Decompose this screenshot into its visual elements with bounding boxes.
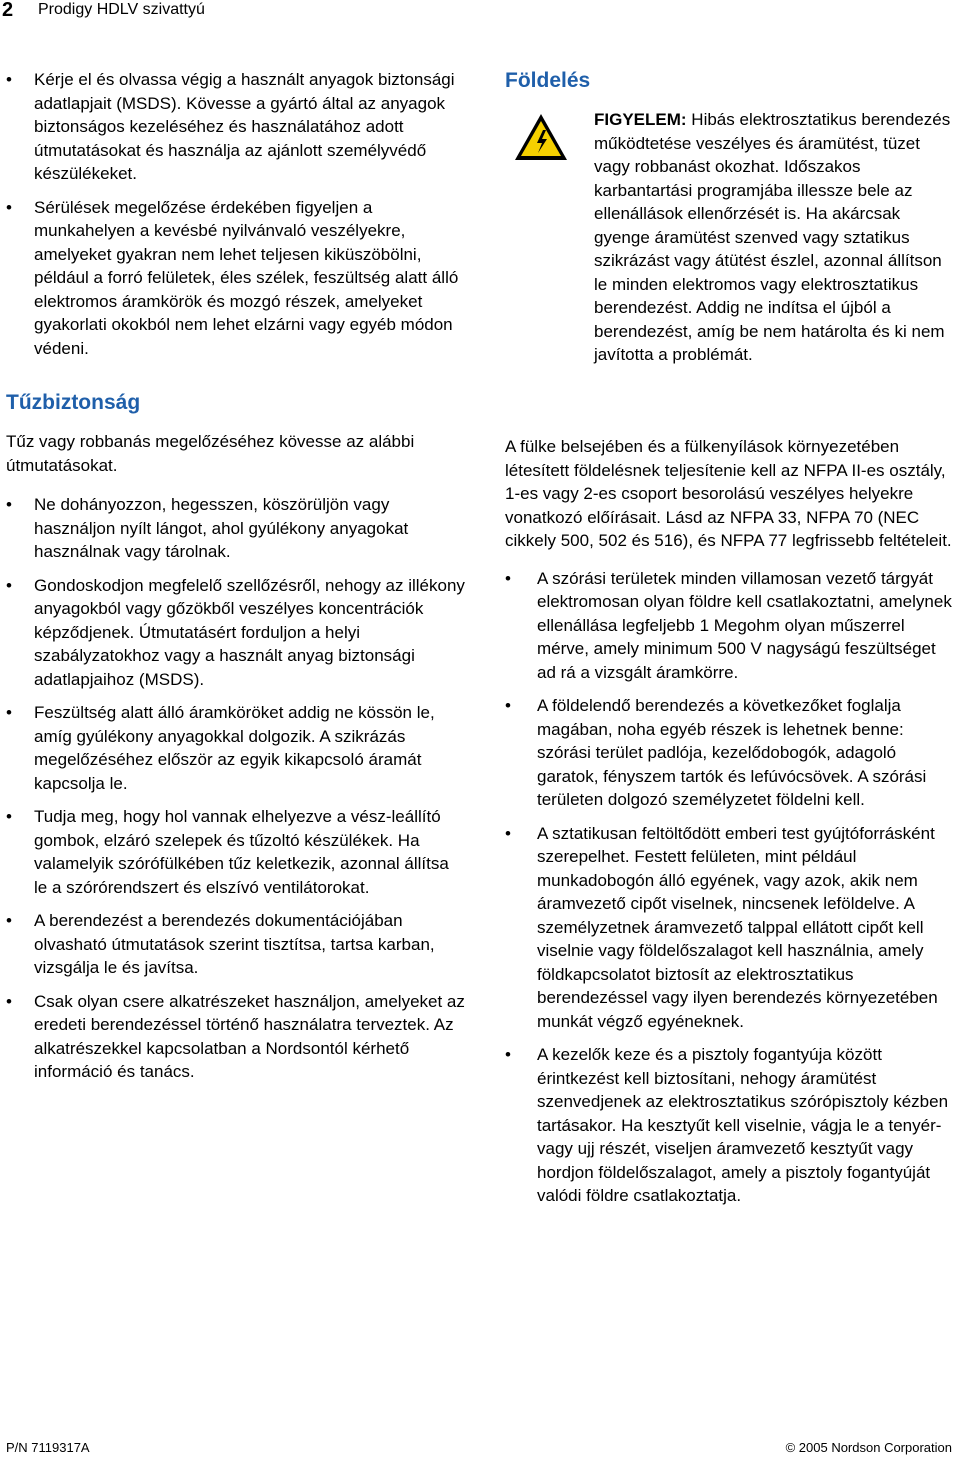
warning-text xyxy=(594,108,954,367)
list-item: • A berendezést a berendezés dokumentációjában olvasható útmutatások szerint tisztítsa, tartsa karban, vizsgálja le és javítsa. xyxy=(6,911,435,977)
copyright: © 2005 Nordson Corporation xyxy=(785,1440,952,1455)
grounding-bullet-list xyxy=(505,567,957,1208)
list-item: • Csak olyan csere alkatrészeket használjon, amelyeket az eredeti berendezéssel történő használatra terveztek. Az alkatrészekkel kapcsolatban a Nordsontól kérhető információ és tanács. xyxy=(6,991,465,1081)
list-item: • Ne dohányozzon, hegesszen, köszörüljön vagy használjon nyílt lángot, ahol gyúlékony anyagokat használnak vagy tárolnak. xyxy=(6,495,409,561)
warning-body: Hibás elektrosztatikus berendezés működtetése veszélyes és áramütést, tüzet vagy robbanást okozhat. Időszakos karbantartási programjába illessze bele az ellenállások ellenőrzését is. Ha akárcsak gyenge áramütést szenved vagy sztatikus szikrázást vagy átütést észlel, azonnal állítson le minden elektromos vagy elektrosztatikus berendezést. Addig ne indítsa el újból a berendezést, amíg be nem határolta és ki nem javította a problémát. xyxy=(594,110,951,364)
fire-safety-heading: Tűzbiztonság xyxy=(6,391,141,414)
part-number: P/N 7119317A xyxy=(6,1440,90,1455)
list-item: • A földelendő berendezés a következőket foglalja magában, noha egyéb részek is lehetnek benne: szórási terület padlója, kezelődobogók, adagoló garatok, fényszem tartók és lefúvócsövek. A szórási területen dolgozó személyzetet földelni kell. xyxy=(505,696,927,809)
page-number: 2 xyxy=(2,0,14,21)
bullet-icon: • xyxy=(6,807,12,826)
electrical-hazard-icon xyxy=(513,112,569,162)
bullet-icon: • xyxy=(505,696,511,715)
bullet-icon: • xyxy=(6,197,12,217)
bullet-icon: • xyxy=(6,703,12,722)
page-header xyxy=(0,0,960,22)
bullet-icon: • xyxy=(505,568,511,588)
left-column xyxy=(6,68,466,1094)
bullet-icon: • xyxy=(6,911,12,930)
list-item: • Tudja meg, hogy hol vannak elhelyezve a vész-leállító gombok, elzáró szelepek és tűzoltó készülékek. Ha valamelyik szórófülkében tűz keletkezik, azonnal állítsa le a szórórendszert és elszívó ventilátorokat. xyxy=(6,807,449,897)
list-item: • A sztatikusan feltöltődött emberi test gyújtóforrásként szerepelhet. Festett felületen, mint például munkadobogón álló egyének, vagy azok, akik nem áramvezető cipőt viselnek, nincsenek leföldelve. A személyzetnek áramvezető talppal ellátott cipőt kell viselnie vagy földelőszalagot kell használnia, amely földkapcsolatot biztosít az elektrosztatikus berendezéssel vagy ilyen berendezés környezetében munkát végző egyéneknek. xyxy=(505,823,938,1031)
grounding-warning-block xyxy=(505,68,957,413)
grounding-heading: Földelés xyxy=(505,69,591,92)
fire-safety-bullet-list xyxy=(6,493,466,1084)
list-item: • Sérülések megelőzése érdekében figyeljen a munkahelyen a kevésbé nyilvánvaló veszélyekre, amelyeket gyakran nem lehet teljesen kiküszöbölni, például a forró felületek, éles szélek, feszültség alatt álló elektromos áramkörök és mozgó részek, amelyeket gyakorlati okokból nem lehet elzárni vagy egyéb módon védeni. xyxy=(6,197,459,358)
bullet-icon: • xyxy=(6,495,12,514)
grounding-intro: A fülke belsejében és a fülkenyílások környezetében létesített földelésnek teljesítenie kell az NFPA II-es osztály, 1-es vagy 2-es csoport besorolású veszélyes helyekre vonatkozó előírásait. Lásd az NFPA 33, NFPA 70 (NEC cikkely 500, 502 és 516), és NFPA 77 legfrissebb feltételeit. xyxy=(505,437,952,550)
bullet-icon: • xyxy=(505,1045,511,1064)
running-title: Prodigy HDLV szivattyú xyxy=(38,1,205,18)
bullet-icon: • xyxy=(6,991,12,1011)
right-column xyxy=(505,68,957,1218)
list-item: • Kérje el és olvassa végig a használt anyagok biztonsági adatlapjait (MSDS). Kövesse a gyártó által az anyagok biztonságos kezeléséhez és használatához adott útmutatásokat és használja az ajánlott személyvédő készülékeket. xyxy=(6,70,455,183)
fire-safety-intro: Tűz vagy robbanás megelőzéséhez kövesse az alábbi útmutatásokat. xyxy=(6,432,415,475)
list-item: • A kezelők keze és a pisztoly fogantyúja között érintkezést kell biztosítani, nehogy áramütést szenvedjenek az elektrosztatikus szórópisztoly kézben tartásakor. Ha kesztyűt kell viselnie, vágja le a tenyér- vagy ujj részét, viseljen áramvezető kesztyűt vagy hordjon földelőszalagot, amely a pisztoly fogantyúját valódi földre csatlakoztatja. xyxy=(505,1045,949,1205)
list-item: • A szórási területek minden villamosan vezető tárgyát elektromosan olyan földre kell csatlakoztatni, amelynek ellenállása legfeljebb 1 Megohm olyan műszerrel mérve, amely minimum 500 V nagyságú feszültséget ad rá a vizsgált áramkörre. xyxy=(505,568,952,682)
bullet-icon: • xyxy=(505,823,511,843)
list-item: • Gondoskodjon megfelelő szellőzésről, nehogy az illékony anyagokból vagy gőzökből veszélyes koncentrációk képződjenek. Útmutatásért forduljon a helyi szabályzatokhoz vagy a használt anyag biztonsági adatlapjaihoz (MSDS). xyxy=(6,575,465,689)
bullet-icon: • xyxy=(6,70,12,89)
bullet-icon: • xyxy=(6,575,12,595)
list-item: • Feszültség alatt álló áramköröket addig ne kössön le, amíg gyúlékony anyagokkal dolgozik. A szikrázás megelőzéséhez először az egyik kikapcsoló áramát kapcsolja le. xyxy=(6,703,435,793)
warning-label: FIGYELEM: xyxy=(594,110,687,129)
safety-bullet-list xyxy=(6,68,466,360)
